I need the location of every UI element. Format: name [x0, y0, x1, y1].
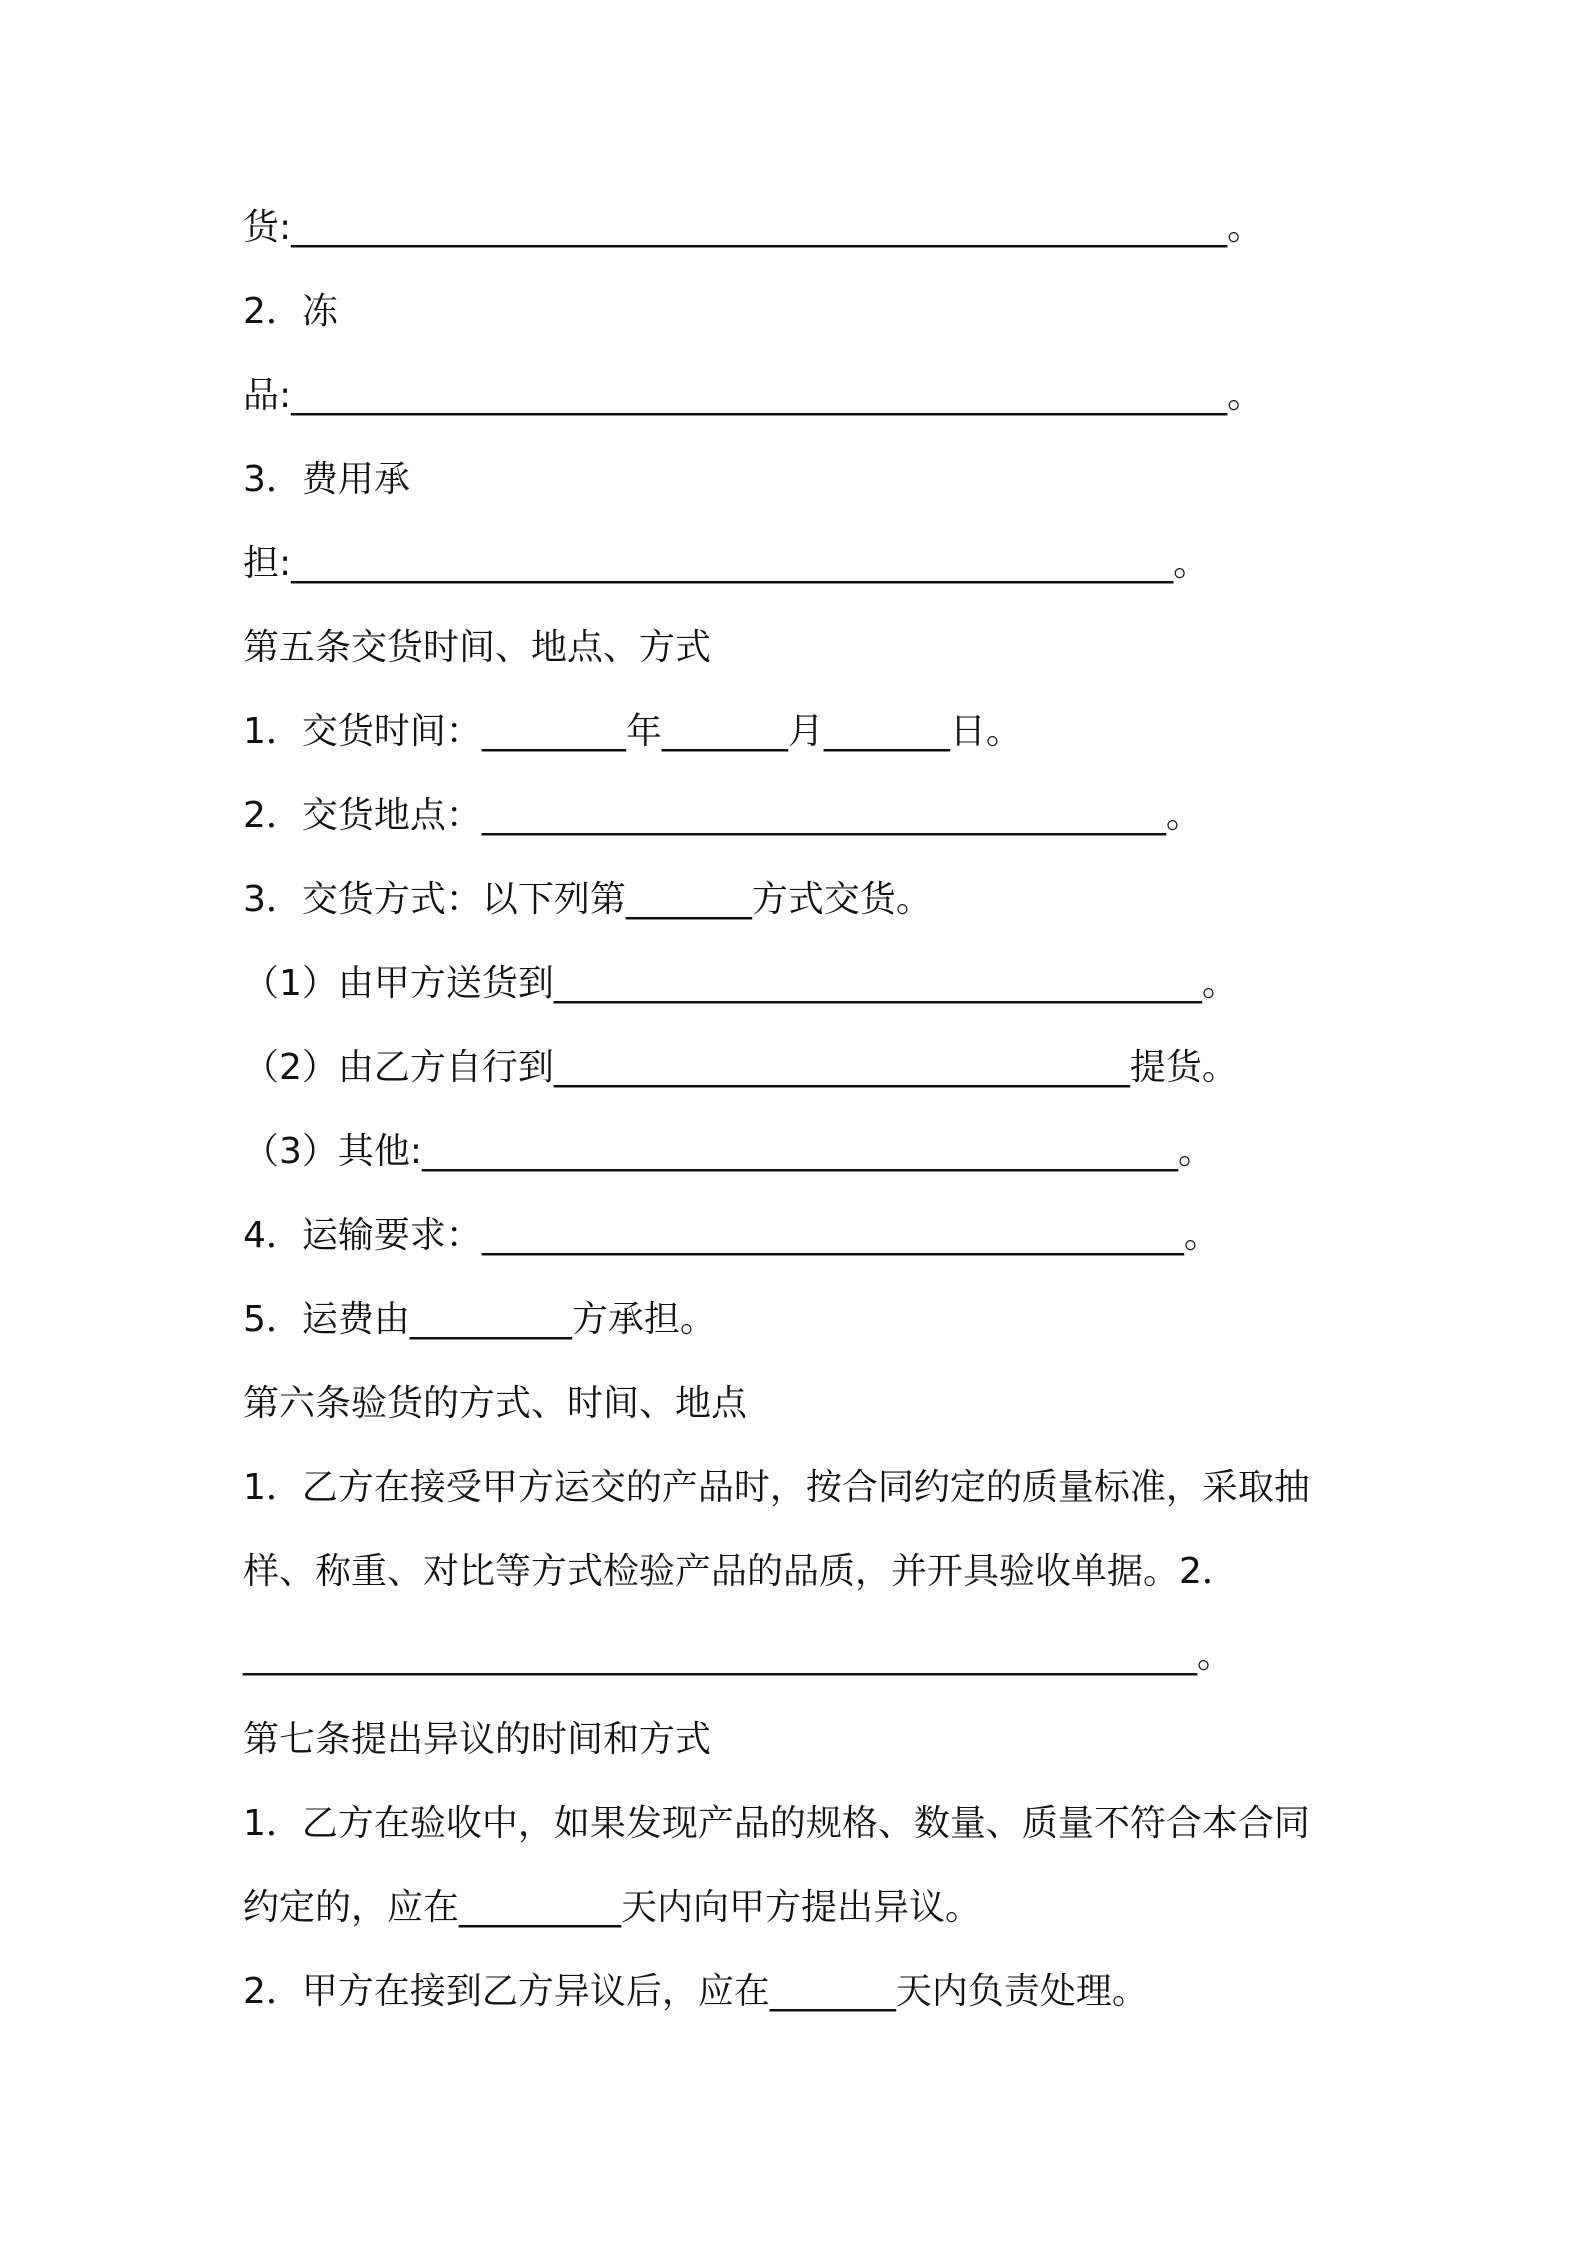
- line-text: 品:____________________________________________________。: [243, 375, 1264, 416]
- line-text: 2．冻: [243, 291, 338, 332]
- text-line: [243, 962, 1238, 1006]
- text-line: [243, 1130, 1214, 1174]
- text-line: [243, 1298, 716, 1342]
- section-heading: [243, 626, 711, 670]
- text-line: [243, 1634, 1233, 1678]
- line-text: 第五条交货时间、地点、方式: [243, 627, 712, 668]
- section-heading: [243, 1718, 711, 1762]
- text-line: [243, 794, 1202, 838]
- text-line: [243, 206, 1263, 250]
- line-text: 第七条提出异议的时间和方式: [243, 1719, 712, 1760]
- line-text: _____________________________________________________。: [243, 1635, 1233, 1676]
- line-text: 2．交货地点：______________________________________。: [243, 795, 1202, 836]
- line-text: （1）由甲方送货到____________________________________。: [243, 963, 1238, 1004]
- line-text: 第六条验货的方式、时间、地点: [243, 1383, 748, 1424]
- text-line: [243, 710, 1022, 754]
- line-text: 4．运输要求：_______________________________________。: [243, 1215, 1220, 1256]
- text-line: [243, 1046, 1238, 1090]
- text-line: [243, 1802, 1310, 1846]
- line-text: 5．运费由_________方承担。: [243, 1299, 716, 1340]
- line-text: 1．乙方在接受甲方运交的产品时，按合同约定的质量标准，采取抽: [243, 1467, 1310, 1508]
- text-line: [243, 1886, 981, 1930]
- text-line: [243, 1550, 1238, 1594]
- text-line: [243, 290, 338, 334]
- line-text: 3．交货方式：以下列第_______方式交货。: [243, 879, 932, 920]
- line-text: 3．费用承: [243, 459, 410, 500]
- text-line: [243, 1466, 1310, 1510]
- text-line: [243, 1214, 1220, 1258]
- text-line: [243, 458, 410, 502]
- line-text: 1．乙方在验收中，如果发现产品的规格、数量、质量不符合本合同: [243, 1803, 1310, 1844]
- line-text: 货:____________________________________________________。: [243, 207, 1264, 248]
- text-line: [243, 542, 1209, 586]
- line-text: 2．甲方在接到乙方异议后，应在_______天内负责处理。: [243, 1971, 1148, 2012]
- text-line: [243, 878, 932, 922]
- section-heading: [243, 1382, 747, 1426]
- line-text: 担:_________________________________________________。: [243, 543, 1210, 584]
- line-text: 1．交货时间：________年_______月_______日。: [243, 711, 1022, 752]
- text-line: [243, 1970, 1148, 2014]
- line-text: （2）由乙方自行到________________________________提货。: [243, 1047, 1238, 1088]
- text-line: [243, 374, 1263, 418]
- line-text: 样、称重、对比等方式检验产品的品质，并开具验收单据。2．: [243, 1551, 1238, 1592]
- line-text: 约定的，应在_________天内向甲方提出异议。: [243, 1887, 982, 1928]
- line-text: （3）其他:__________________________________________。: [243, 1131, 1215, 1172]
